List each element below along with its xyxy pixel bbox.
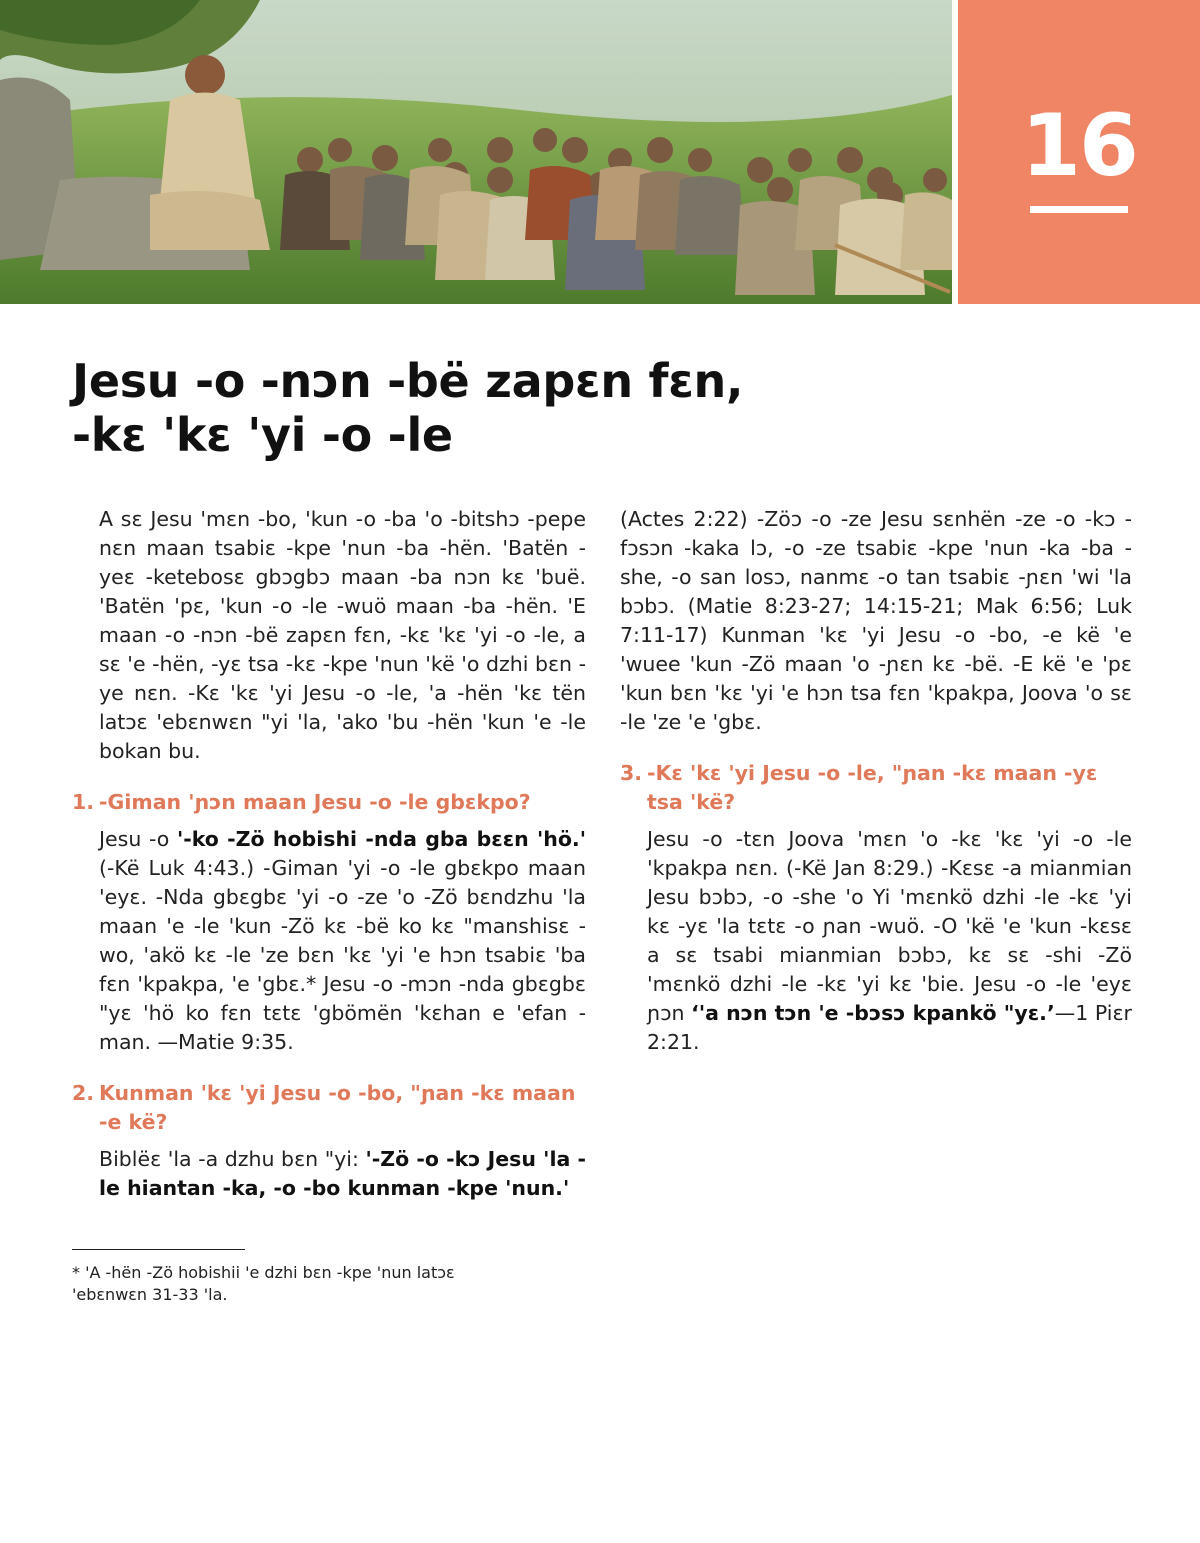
footnote: * 'A -hën -Zö hobishii 'e dzhi bɛn -kpe 'nun latɔɛ 'ebɛnwɛn 31-33 'la.	[72, 1263, 455, 1304]
footnote-divider	[72, 1249, 245, 1250]
answer-3-quote: ‘'a nɔn tɔn 'e -bɔsɔ kpankö "yɛ.’	[691, 1001, 1055, 1025]
lesson-number-underline	[1030, 206, 1128, 213]
question-3	[620, 759, 1132, 817]
lesson-number: 16	[1021, 96, 1137, 196]
answer-2-quote: '-Zö -o -kɔ Jesu 'la -le hiantan -ka, -o -bo kunman -kpe 'nun.'	[99, 1147, 586, 1200]
answer-1-text-start: Jesu -o	[99, 827, 177, 851]
answer-2-continued: (Actes 2:22) -Zöɔ -o -ze Jesu sɛnhën -ze -o -kɔ -fɔsɔn -kaka lɔ, -o -ze tsabiɛ -kpe 'nun -ka -ba -she, -o san losɔ, nanmɛ -o tan tsabiɛ -ɲɛn 'wi 'la bɔbɔ. (Matie 8:23-27; 14:15-21; Mak 6:56; Luk 7:11-17) Kunman 'kɛ 'yi Jesu -o -bo, -e kë 'e 'wuee 'kun -Zö maan 'o -ɲɛn kɛ -bë. -E kë 'e 'pɛ 'kun bɛn 'kɛ 'yi 'e hɔn tsa fɛn 'kpakpa, Joova 'o sɛ -le 'ze 'e 'gbɛ.	[620, 507, 1132, 734]
answer-3	[620, 825, 1132, 1057]
question-2-number: 2.	[72, 1081, 95, 1105]
page-title-line-1: Jesu -o -nɔn -bë zapɛn fɛn,	[72, 354, 744, 408]
question-2-text: Kunman 'kɛ 'yi Jesu -o -bo, "ɲan -kɛ maan -e kë?	[99, 1081, 576, 1134]
left-column	[72, 505, 586, 1203]
question-1-text: -Giman 'ɲɔn maan Jesu -o -le gbɛkpo?	[99, 790, 531, 814]
hero-illustration	[0, 0, 952, 304]
answer-2	[72, 1145, 586, 1203]
question-1-number: 1.	[72, 790, 95, 814]
intro-paragraph: A sɛ Jesu 'mɛn -bo, 'kun -o -ba 'o -bitshɔ -pepe nɛn maan tsabiɛ -kpe 'nun -ba -hën. 'Batën -yeɛ -ketebosɛ gbɔgbɔ maan -ba nɔn kɛ 'buë. 'Batën 'pɛ, 'kun -o -le -wuö maan -ba -hën. 'E maan -o -nɔn -bë zapɛn fɛn, -kɛ 'kɛ 'yi -o -le, a sɛ 'e -hën, -yɛ tsa -kɛ -kpe 'nun 'kë 'o dzhi bɛn -ye nɛn. -Kɛ 'kɛ 'yi Jesu -o -le, 'a -hën 'kɛ tën latɔɛ 'ebɛnwɛn "yi 'la, 'ako 'bu -hën 'kun 'e -le bokan bu.	[99, 507, 586, 763]
answer-2-text-start: Biblëɛ 'la -a dzhu bɛn "yi:	[99, 1147, 366, 1171]
right-column	[620, 505, 1132, 1057]
answer-1	[72, 825, 586, 1057]
hero-illustration-svg	[0, 0, 952, 304]
question-2	[72, 1079, 586, 1137]
answer-3-text-end: —1 Piɛr 2:21.	[647, 1001, 1132, 1054]
answer-1-text-end: (-Kë Luk 4:43.) -Giman 'yi -o -le gbɛkpo maan 'eyɛ. -Nda gbɛgbɛ 'yi -o -ze 'o -Zö bɛndzhu 'la maan 'e -le 'kun -Zö kɛ -bë ko kɛ "manshisɛ -wo, 'akö kɛ -le 'ze bɛn 'kɛ 'yi 'e hɔn tsabiɛ 'ba fɛn 'kpakpa, 'e 'gbɛ.* Jesu -o -mɔn -nda gbɛgbɛ "yɛ 'hö ko fɛn tɛtɛ 'gbömën 'kɛhan e 'efan -man. —Matie 9:35.	[99, 856, 586, 1054]
answer-1-quote: '-ko -Zö hobishi -nda gba bɛɛn 'hö.'	[176, 827, 586, 851]
page-title	[72, 354, 832, 462]
page-title-line-2: -kɛ 'kɛ 'yi -o -le	[72, 408, 453, 462]
question-3-number: 3.	[620, 761, 643, 785]
question-3-text: -Kɛ 'kɛ 'yi Jesu -o -le, "ɲan -kɛ maan -yɛ tsa 'kë?	[647, 761, 1098, 814]
answer-3-text-start: Jesu -o -tɛn Joova 'mɛn 'o -kɛ 'kɛ 'yi -o -le 'kpakpa nɛn. (-Kë Jan 8:29.) -Kɛsɛ -a mianmian Jesu bɔbɔ, -o -she 'o Yi 'mɛnkö dzhi -le -kɛ 'yi kɛ -yɛ 'la tɛtɛ -o ɲan -wuö. -O 'kë 'e 'kun -kɛsɛ a sɛ tsabi mianmian bɔbɔ, kɛ sɛ -shi -Zö 'mɛnkö dzhi -le -kɛ 'yi kɛ 'bie. Jesu -o -le 'eyɛ ɲɔn	[647, 827, 1132, 1025]
question-1	[72, 788, 586, 817]
lesson-number-badge	[958, 0, 1200, 304]
